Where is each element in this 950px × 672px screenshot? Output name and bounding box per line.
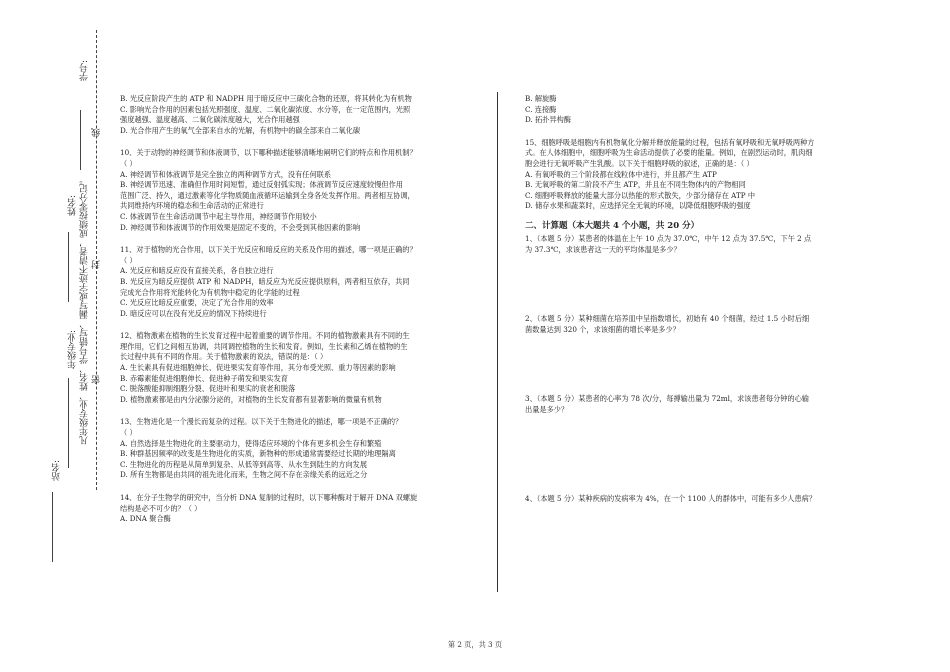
text-line: A. 神经调节和体液调节是完全独立的两种调节方式，没有任何联系	[120, 169, 332, 179]
text-line: D. 所有生物都是由共同的祖先进化而来，生物之间不存在亲缘关系的远近之分	[120, 470, 368, 480]
text-line: D. 暗反应可以在没有光反应的情况下持续进行	[120, 308, 267, 318]
text-line: 范围广泛、持久，通过激素等化学物质随血液循环运输到全身各处发挥作用。两者相互协调，	[120, 190, 415, 200]
text-line: D. 植物激素都是由内分泌腺分泌的，对植物的生长发育都有显著影响的微量有机物	[120, 394, 382, 404]
spacer	[120, 405, 474, 417]
calc-text-line: 3、（本题 5 分）某患者的心率为 78 次/分，每搏输出量为 72ml，求该患者每分钟的心输	[525, 393, 809, 403]
spacer	[120, 319, 474, 331]
student-id-label: 学号:	[80, 60, 90, 82]
text-line: 11、对于植物的光合作用，以下关于光反应和暗反应的关系及作用的描述，哪一项是正确的？	[120, 245, 417, 255]
text-line: 理作用，它们之间相互协调，共同调控植物的生长和发育。例如，生长素和乙烯在植物的生	[120, 341, 408, 351]
name-label: 姓名:	[68, 195, 78, 217]
text-line: 胞会进行无氧呼吸产生乳酸。以下关于细胞呼吸的叙述，正确的是：（ ）	[525, 158, 754, 168]
text-line: 12、植物激素在植物的生长发育过程中起着重要的调节作用。不同的植物激素具有不同的生	[120, 331, 410, 341]
text-line: D. 储存水果和蔬菜时，应选择完全无氧的环境，以降低细胞呼吸的强度	[525, 201, 751, 211]
calc-question-1	[525, 234, 880, 314]
seal-line-char: 线	[92, 128, 102, 137]
student-id-blank	[80, 110, 81, 170]
seal-char: 封	[92, 260, 102, 269]
text-line: 共同维持内环境的稳态和生命活动的正常进行	[120, 201, 264, 211]
text-line: B. 种群基因频率的改变是生物进化的实质，新物种的形成通常需要经过长期的地理隔离	[120, 449, 396, 459]
spacer	[525, 126, 880, 138]
name-blank	[68, 232, 69, 302]
text-line: C. 光反应比暗反应重要，决定了光合作用的效率	[120, 298, 274, 308]
text-line: 10、关于动物的神经调节和体液调节，以下哪种描述能够清晰地阐明它们的特点和作用机制？	[120, 148, 417, 158]
seal-warning: 凡年级专业、姓名、学号错写、漏写或字迹不清者，成绩按零分记。	[80, 175, 90, 445]
text-line: B. 无氧呼吸的第二阶段不产生 ATP，并且在不同生物体内的产物相同	[525, 180, 746, 190]
text-line: A. 自然选择是生物进化的主要驱动力，使得适应环境的个体有更多机会生存和繁殖	[120, 438, 382, 448]
right-column	[525, 94, 880, 505]
calc-question-3	[525, 394, 880, 494]
text-line: 强度越强、温度越高、二氧化碳浓度越大，光合作用越强	[120, 115, 300, 125]
text-line: C. 生物进化的历程是从简单到复杂、从低等到高等、从水生到陆生的方向发展	[120, 459, 368, 469]
left-column	[120, 94, 474, 525]
school-blank	[52, 492, 53, 562]
text-line: 长过程中具有不同的作用。关于植物激素的说法，错误的是：（ ）	[120, 352, 328, 362]
spacer	[120, 481, 474, 493]
text-line: B. 光反应阶段产生的 ATP 和 NADPH 用于暗反应中三碳化合物的还原，将其转化为有机物	[120, 94, 412, 103]
text-line: B. 解旋酶	[525, 94, 557, 103]
text-line: A. 生长素具有促进细胞伸长、促进果实发育等作用，其分布受光照、重力等因素的影响	[120, 363, 396, 373]
school-label: 站名:	[52, 460, 62, 482]
calc-text-line: 出量是多少？	[525, 404, 569, 414]
calc-question-4	[525, 494, 880, 505]
grade-blank	[68, 378, 69, 468]
calc-question-2	[525, 314, 880, 394]
text-line: 式。在人体细胞中，细胞呼吸为生命活动提供了必要的能量。例如，在剧烈运动时，肌肉细	[525, 148, 813, 158]
text-line: B. 赤霉素能促进细胞伸长、促进种子萌发和果实发育	[120, 373, 288, 383]
seal-mark: 密	[92, 375, 102, 384]
text-line: C. 影响光合作用的因素包括光照强度、温度、二氧化碳浓度、水分等，在一定范围内，光照	[120, 104, 411, 114]
text-line: B. 光反应为暗反应提供 ATP 和 NADPH，暗反应为光反应提供原料，两者相互依存，共同	[120, 276, 410, 286]
text-line: C. 细胞呼吸释放的能量大部分以热能的形式散失，少部分储存在 ATP 中	[525, 190, 756, 200]
calc-text-line: 菌数量达到 320 个，求该细菌的增长率是多少？	[525, 324, 680, 334]
grade-label: 年级专业:	[68, 330, 78, 370]
text-line: C. 连接酶	[525, 104, 557, 114]
text-line: D. 拓扑异构酶	[525, 115, 572, 125]
text-line: B. 神经调节迅速、准确但作用时间短暂，通过反射弧实现；体液调节反应速度较慢但作用	[120, 180, 403, 190]
question-block-15	[525, 94, 880, 212]
calc-text-line: 1、（本题 5 分）某患者的体温在上午 10 点为 37.0℃，中午 12 点为 37.5℃，下午 2 点	[525, 233, 812, 243]
calc-text-line: 4、（本题 5 分）某种疾病的发病率为 4%，在一个 1100 人的群体中，可能有多少人患病？	[525, 493, 817, 503]
text-line: A. DNA 聚合酶	[120, 514, 171, 524]
spacer	[120, 233, 474, 245]
text-line: D. 光合作用产生的氧气全部来自水的光解，有机物中的碳全部来自二氧化碳	[120, 125, 361, 135]
text-line: 14、在分子生物学的研究中，当分析 DNA 复制的过程时，以下哪种酶对于解开 DNA 双螺旋	[120, 493, 418, 502]
section-title: 二、计算题（本大题共 4 个小题，共 20 分）	[525, 220, 700, 231]
text-line: C. 体液调节在生命活动调节中起主导作用，神经调节作用较小	[120, 211, 317, 221]
text-line: A. 光反应和暗反应没有直接关系，各自独立进行	[120, 266, 274, 276]
text-line: C. 脱落酸能抑制细胞分裂、促进叶和果实的衰老和脱落	[120, 384, 296, 394]
text-line: 结构是必不可少的？（ ）	[120, 503, 202, 513]
spacer	[120, 136, 474, 148]
text-line: （ ）	[120, 255, 137, 265]
text-line: 完成光合作用将光能转化为有机物中稳定的化学能的过程	[120, 287, 300, 297]
text-line: （ ）	[120, 158, 137, 168]
page-footer: 第 2 页，共 3 页	[447, 640, 503, 649]
text-line: 15、细胞呼吸是细胞内有机物氧化分解并释放能量的过程，包括有氧呼吸和无氧呼吸两种方	[525, 137, 815, 147]
binding-margin	[0, 0, 110, 672]
column-divider	[497, 92, 498, 592]
text-line: A. 有氧呼吸的三个阶段都在线粒体中进行，并且都产生 ATP	[525, 169, 717, 179]
calc-text-line: 2、（本题 5 分）某种细菌在培养皿中呈指数增长，初始有 40 个细菌，经过 1.5 小时后细	[525, 313, 810, 323]
calc-text-line: 为 37.3℃，求该患者这一天的平均体温是多少？	[525, 244, 681, 254]
text-line: D. 神经调节和体液调节的作用效果是固定不变的，不会受到其他因素的影响	[120, 222, 361, 232]
text-line: （ ）	[120, 428, 137, 438]
text-line: 13、生物进化是一个漫长而复杂的过程。以下关于生物进化的描述，哪一项是不正确的？	[120, 417, 403, 427]
